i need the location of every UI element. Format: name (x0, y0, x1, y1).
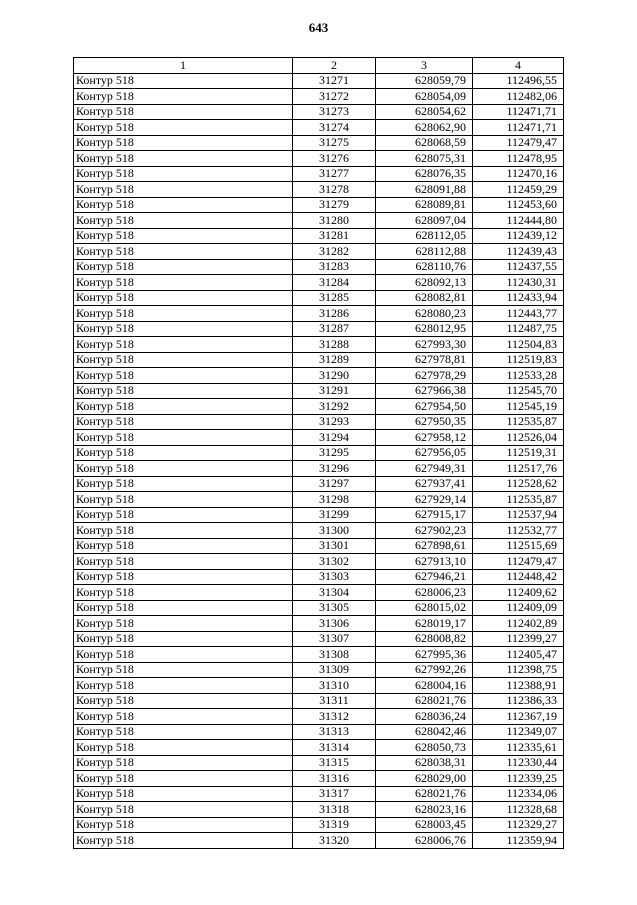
point-number-cell: 31292 (293, 399, 376, 415)
point-number-cell: 31286 (293, 306, 376, 322)
y-coordinate-cell: 112487,75 (473, 321, 564, 337)
x-coordinate-cell: 628082,81 (376, 290, 473, 306)
point-number-cell: 31273 (293, 104, 376, 120)
contour-name-cell: Контур 518 (74, 662, 293, 678)
y-coordinate-cell: 112519,83 (473, 352, 564, 368)
y-coordinate-cell: 112349,07 (473, 724, 564, 740)
point-number-cell: 31280 (293, 213, 376, 229)
contour-name-cell: Контур 518 (74, 120, 293, 136)
y-coordinate-cell: 112459,29 (473, 182, 564, 198)
point-number-cell: 31307 (293, 631, 376, 647)
y-coordinate-cell: 112532,77 (473, 523, 564, 539)
contour-name-cell: Контур 518 (74, 151, 293, 167)
coordinates-table (73, 57, 564, 849)
table-row (74, 182, 564, 198)
table-row (74, 817, 564, 833)
y-coordinate-cell: 112519,31 (473, 445, 564, 461)
table-row (74, 368, 564, 384)
table-row (74, 89, 564, 105)
y-coordinate-cell: 112535,87 (473, 492, 564, 508)
y-coordinate-cell: 112537,94 (473, 507, 564, 523)
point-number-cell: 31314 (293, 740, 376, 756)
table-row (74, 492, 564, 508)
x-coordinate-cell: 628042,46 (376, 724, 473, 740)
x-coordinate-cell: 628089,81 (376, 197, 473, 213)
contour-name-cell: Контур 518 (74, 724, 293, 740)
x-coordinate-cell: 628091,88 (376, 182, 473, 198)
contour-name-cell: Контур 518 (74, 631, 293, 647)
point-number-cell: 31312 (293, 709, 376, 725)
table-row (74, 166, 564, 182)
point-number-cell: 31293 (293, 414, 376, 430)
contour-name-cell: Контур 518 (74, 523, 293, 539)
table-row (74, 755, 564, 771)
contour-name-cell: Контур 518 (74, 306, 293, 322)
x-coordinate-cell: 628029,00 (376, 771, 473, 787)
table-row (74, 662, 564, 678)
y-coordinate-cell: 112504,83 (473, 337, 564, 353)
point-number-cell: 31301 (293, 538, 376, 554)
table-row (74, 616, 564, 632)
table-row (74, 693, 564, 709)
point-number-cell: 31302 (293, 554, 376, 570)
x-coordinate-cell: 627966,38 (376, 383, 473, 399)
x-coordinate-cell: 628006,76 (376, 833, 473, 849)
contour-name-cell: Контур 518 (74, 244, 293, 260)
contour-name-cell: Контур 518 (74, 228, 293, 244)
table-row (74, 352, 564, 368)
contour-name-cell: Контур 518 (74, 693, 293, 709)
table-row (74, 771, 564, 787)
x-coordinate-cell: 627958,12 (376, 430, 473, 446)
point-number-cell: 31304 (293, 585, 376, 601)
point-number-cell: 31306 (293, 616, 376, 632)
x-coordinate-cell: 628003,45 (376, 817, 473, 833)
x-coordinate-cell: 627915,17 (376, 507, 473, 523)
contour-name-cell: Контур 518 (74, 275, 293, 291)
point-number-cell: 31297 (293, 476, 376, 492)
point-number-cell: 31289 (293, 352, 376, 368)
table-row (74, 213, 564, 229)
table-row (74, 802, 564, 818)
table-row (74, 104, 564, 120)
column-header-2: 2 (293, 58, 376, 74)
contour-name-cell: Контур 518 (74, 492, 293, 508)
table-row (74, 306, 564, 322)
contour-name-cell: Контур 518 (74, 445, 293, 461)
contour-name-cell: Контур 518 (74, 383, 293, 399)
y-coordinate-cell: 112545,70 (473, 383, 564, 399)
point-number-cell: 31298 (293, 492, 376, 508)
y-coordinate-cell: 112470,16 (473, 166, 564, 182)
x-coordinate-cell: 628006,23 (376, 585, 473, 601)
table-row (74, 709, 564, 725)
x-coordinate-cell: 627913,10 (376, 554, 473, 570)
table-row (74, 197, 564, 213)
table-row (74, 476, 564, 492)
contour-name-cell: Контур 518 (74, 554, 293, 570)
x-coordinate-cell: 627937,41 (376, 476, 473, 492)
point-number-cell: 31277 (293, 166, 376, 182)
x-coordinate-cell: 628021,76 (376, 693, 473, 709)
x-coordinate-cell: 628004,16 (376, 678, 473, 694)
contour-name-cell: Контур 518 (74, 197, 293, 213)
point-number-cell: 31281 (293, 228, 376, 244)
y-coordinate-cell: 112339,25 (473, 771, 564, 787)
table-row (74, 399, 564, 415)
x-coordinate-cell: 628036,24 (376, 709, 473, 725)
x-coordinate-cell: 628110,76 (376, 259, 473, 275)
point-number-cell: 31283 (293, 259, 376, 275)
x-coordinate-cell: 627898,61 (376, 538, 473, 554)
y-coordinate-cell: 112526,04 (473, 430, 564, 446)
contour-name-cell: Контур 518 (74, 259, 293, 275)
y-coordinate-cell: 112439,43 (473, 244, 564, 260)
y-coordinate-cell: 112545,19 (473, 399, 564, 415)
table-row (74, 569, 564, 585)
contour-name-cell: Контур 518 (74, 461, 293, 477)
table-row (74, 120, 564, 136)
contour-name-cell: Контур 518 (74, 740, 293, 756)
y-coordinate-cell: 112430,31 (473, 275, 564, 291)
y-coordinate-cell: 112439,12 (473, 228, 564, 244)
point-number-cell: 31316 (293, 771, 376, 787)
x-coordinate-cell: 628012,95 (376, 321, 473, 337)
contour-name-cell: Контур 518 (74, 802, 293, 818)
x-coordinate-cell: 628075,31 (376, 151, 473, 167)
table-row (74, 786, 564, 802)
table-row (74, 724, 564, 740)
contour-name-cell: Контур 518 (74, 213, 293, 229)
contour-name-cell: Контур 518 (74, 755, 293, 771)
point-number-cell: 31282 (293, 244, 376, 260)
table-row (74, 631, 564, 647)
point-number-cell: 31305 (293, 600, 376, 616)
y-coordinate-cell: 112535,87 (473, 414, 564, 430)
contour-name-cell: Контур 518 (74, 616, 293, 632)
x-coordinate-cell: 627902,23 (376, 523, 473, 539)
point-number-cell: 31285 (293, 290, 376, 306)
table-row (74, 523, 564, 539)
contour-name-cell: Контур 518 (74, 430, 293, 446)
table-row (74, 538, 564, 554)
y-coordinate-cell: 112402,89 (473, 616, 564, 632)
table-row (74, 73, 564, 89)
x-coordinate-cell: 628008,82 (376, 631, 473, 647)
x-coordinate-cell: 628076,35 (376, 166, 473, 182)
x-coordinate-cell: 627954,50 (376, 399, 473, 415)
table-row (74, 290, 564, 306)
contour-name-cell: Контур 518 (74, 476, 293, 492)
contour-name-cell: Контур 518 (74, 817, 293, 833)
contour-name-cell: Контур 518 (74, 337, 293, 353)
y-coordinate-cell: 112479,47 (473, 554, 564, 570)
x-coordinate-cell: 628062,90 (376, 120, 473, 136)
table-row (74, 337, 564, 353)
point-number-cell: 31317 (293, 786, 376, 802)
x-coordinate-cell: 628050,73 (376, 740, 473, 756)
point-number-cell: 31299 (293, 507, 376, 523)
table-row (74, 151, 564, 167)
y-coordinate-cell: 112444,80 (473, 213, 564, 229)
point-number-cell: 31315 (293, 755, 376, 771)
table-row (74, 321, 564, 337)
contour-name-cell: Контур 518 (74, 709, 293, 725)
x-coordinate-cell: 628112,88 (376, 244, 473, 260)
table-row (74, 445, 564, 461)
contour-name-cell: Контур 518 (74, 678, 293, 694)
x-coordinate-cell: 628097,04 (376, 213, 473, 229)
y-coordinate-cell: 112515,69 (473, 538, 564, 554)
x-coordinate-cell: 628021,76 (376, 786, 473, 802)
contour-name-cell: Контур 518 (74, 89, 293, 105)
point-number-cell: 31291 (293, 383, 376, 399)
column-header-3: 3 (376, 58, 473, 74)
x-coordinate-cell: 628019,17 (376, 616, 473, 632)
x-coordinate-cell: 628054,09 (376, 89, 473, 105)
y-coordinate-cell: 112471,71 (473, 120, 564, 136)
table-row (74, 740, 564, 756)
point-number-cell: 31287 (293, 321, 376, 337)
x-coordinate-cell: 628054,62 (376, 104, 473, 120)
y-coordinate-cell: 112528,62 (473, 476, 564, 492)
x-coordinate-cell: 627978,81 (376, 352, 473, 368)
table-row (74, 414, 564, 430)
contour-name-cell: Контур 518 (74, 538, 293, 554)
table-body (74, 73, 564, 848)
contour-name-cell: Контур 518 (74, 833, 293, 849)
x-coordinate-cell: 627956,05 (376, 445, 473, 461)
x-coordinate-cell: 627993,30 (376, 337, 473, 353)
contour-name-cell: Контур 518 (74, 507, 293, 523)
point-number-cell: 31294 (293, 430, 376, 446)
page-number: 643 (308, 20, 329, 35)
x-coordinate-cell: 628015,02 (376, 600, 473, 616)
y-coordinate-cell: 112517,76 (473, 461, 564, 477)
y-coordinate-cell: 112453,60 (473, 197, 564, 213)
table-row (74, 678, 564, 694)
x-coordinate-cell: 628080,23 (376, 306, 473, 322)
table-row (74, 383, 564, 399)
contour-name-cell: Контур 518 (74, 321, 293, 337)
contour-name-cell: Контур 518 (74, 166, 293, 182)
y-coordinate-cell: 112471,71 (473, 104, 564, 120)
point-number-cell: 31303 (293, 569, 376, 585)
contour-name-cell: Контур 518 (74, 414, 293, 430)
y-coordinate-cell: 112335,61 (473, 740, 564, 756)
x-coordinate-cell: 627929,14 (376, 492, 473, 508)
table-row (74, 135, 564, 151)
table-row (74, 507, 564, 523)
point-number-cell: 31300 (293, 523, 376, 539)
y-coordinate-cell: 112533,28 (473, 368, 564, 384)
point-number-cell: 31319 (293, 817, 376, 833)
x-coordinate-cell: 627995,36 (376, 647, 473, 663)
y-coordinate-cell: 112398,75 (473, 662, 564, 678)
table-row (74, 461, 564, 477)
table-row (74, 430, 564, 446)
y-coordinate-cell: 112367,19 (473, 709, 564, 725)
x-coordinate-cell: 627949,31 (376, 461, 473, 477)
contour-name-cell: Контур 518 (74, 585, 293, 601)
y-coordinate-cell: 112437,55 (473, 259, 564, 275)
y-coordinate-cell: 112329,27 (473, 817, 564, 833)
y-coordinate-cell: 112433,94 (473, 290, 564, 306)
contour-name-cell: Контур 518 (74, 104, 293, 120)
contour-name-cell: Контур 518 (74, 135, 293, 151)
point-number-cell: 31279 (293, 197, 376, 213)
y-coordinate-cell: 112409,62 (473, 585, 564, 601)
y-coordinate-cell: 112409,09 (473, 600, 564, 616)
y-coordinate-cell: 112478,95 (473, 151, 564, 167)
table-row (74, 554, 564, 570)
x-coordinate-cell: 627992,26 (376, 662, 473, 678)
point-number-cell: 31278 (293, 182, 376, 198)
y-coordinate-cell: 112448,42 (473, 569, 564, 585)
y-coordinate-cell: 112443,77 (473, 306, 564, 322)
contour-name-cell: Контур 518 (74, 647, 293, 663)
contour-name-cell: Контур 518 (74, 73, 293, 89)
x-coordinate-cell: 628112,05 (376, 228, 473, 244)
contour-name-cell: Контур 518 (74, 352, 293, 368)
point-number-cell: 31295 (293, 445, 376, 461)
y-coordinate-cell: 112386,33 (473, 693, 564, 709)
contour-name-cell: Контур 518 (74, 368, 293, 384)
y-coordinate-cell: 112399,27 (473, 631, 564, 647)
y-coordinate-cell: 112496,55 (473, 73, 564, 89)
y-coordinate-cell: 112359,94 (473, 833, 564, 849)
x-coordinate-cell: 628068,59 (376, 135, 473, 151)
point-number-cell: 31309 (293, 662, 376, 678)
y-coordinate-cell: 112479,47 (473, 135, 564, 151)
x-coordinate-cell: 628059,79 (376, 73, 473, 89)
table-header-row (74, 58, 564, 74)
column-header-1: 1 (74, 58, 293, 74)
column-header-4: 4 (473, 58, 564, 74)
point-number-cell: 31276 (293, 151, 376, 167)
contour-name-cell: Контур 518 (74, 569, 293, 585)
contour-name-cell: Контур 518 (74, 182, 293, 198)
point-number-cell: 31296 (293, 461, 376, 477)
table-row (74, 647, 564, 663)
x-coordinate-cell: 627946,21 (376, 569, 473, 585)
y-coordinate-cell: 112482,06 (473, 89, 564, 105)
point-number-cell: 31284 (293, 275, 376, 291)
table-row (74, 585, 564, 601)
point-number-cell: 31311 (293, 693, 376, 709)
table-row (74, 228, 564, 244)
point-number-cell: 31313 (293, 724, 376, 740)
y-coordinate-cell: 112388,91 (473, 678, 564, 694)
contour-name-cell: Контур 518 (74, 600, 293, 616)
table-row (74, 244, 564, 260)
x-coordinate-cell: 628092,13 (376, 275, 473, 291)
point-number-cell: 31288 (293, 337, 376, 353)
table-row (74, 259, 564, 275)
contour-name-cell: Контур 518 (74, 399, 293, 415)
y-coordinate-cell: 112330,44 (473, 755, 564, 771)
point-number-cell: 31290 (293, 368, 376, 384)
y-coordinate-cell: 112334,06 (473, 786, 564, 802)
contour-name-cell: Контур 518 (74, 290, 293, 306)
contour-name-cell: Контур 518 (74, 771, 293, 787)
y-coordinate-cell: 112405,47 (473, 647, 564, 663)
point-number-cell: 31318 (293, 802, 376, 818)
table-row (74, 600, 564, 616)
point-number-cell: 31271 (293, 73, 376, 89)
point-number-cell: 31272 (293, 89, 376, 105)
y-coordinate-cell: 112328,68 (473, 802, 564, 818)
table-row (74, 275, 564, 291)
x-coordinate-cell: 628023,16 (376, 802, 473, 818)
contour-name-cell: Контур 518 (74, 786, 293, 802)
x-coordinate-cell: 628038,31 (376, 755, 473, 771)
point-number-cell: 31274 (293, 120, 376, 136)
point-number-cell: 31308 (293, 647, 376, 663)
x-coordinate-cell: 627950,35 (376, 414, 473, 430)
point-number-cell: 31275 (293, 135, 376, 151)
point-number-cell: 31320 (293, 833, 376, 849)
point-number-cell: 31310 (293, 678, 376, 694)
x-coordinate-cell: 627978,29 (376, 368, 473, 384)
table-row (74, 833, 564, 849)
